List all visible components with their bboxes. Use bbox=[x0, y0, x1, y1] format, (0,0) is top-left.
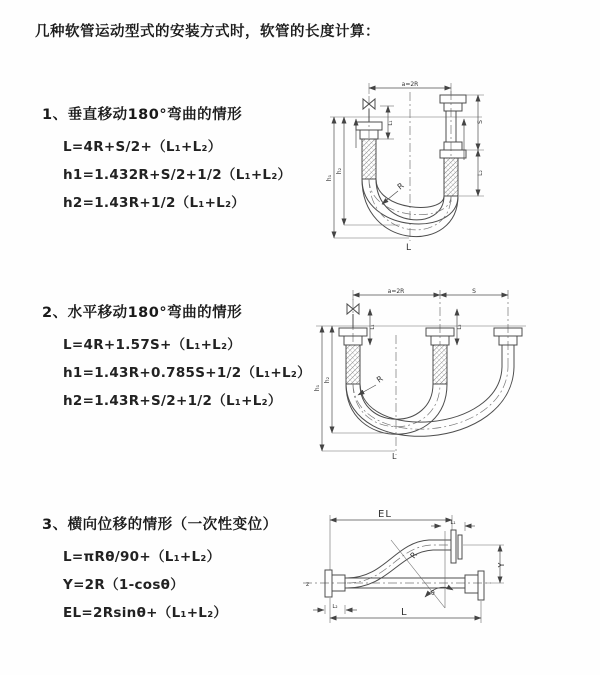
section-2 bbox=[42, 301, 311, 415]
angle-label-theta: θ bbox=[431, 590, 435, 597]
section-1-heading: 1、垂直移动180°弯曲的情形 bbox=[42, 107, 243, 123]
dim-label-y: Y bbox=[497, 562, 506, 568]
dim-label-l1: L₁ bbox=[388, 120, 394, 126]
dim-label-l2: L₂ bbox=[457, 324, 463, 330]
dim-label-s: S bbox=[472, 288, 476, 295]
braided-hose-left bbox=[362, 139, 376, 179]
diagram-vertical-180-bend bbox=[312, 78, 592, 257]
page-title: 几种软管运动型式的安装方式时，软管的长度计算： bbox=[35, 24, 380, 40]
section-1-formula-L: L=4R+S/2+（L₁+L₂） bbox=[63, 139, 222, 155]
section-3-formula-EL: EL=2Rsinθ+（L₁+L₂） bbox=[63, 605, 228, 621]
axis-label-z: z bbox=[306, 581, 310, 588]
dim-label-h1: h₁ bbox=[314, 384, 321, 392]
dim-label-l2: L₂ bbox=[332, 604, 338, 610]
section-2-heading: 2、水平移动180°弯曲的情形 bbox=[42, 305, 243, 321]
section-3 bbox=[42, 513, 278, 627]
section-3-formula-Y: Y=2R（1-cosθ） bbox=[63, 577, 185, 593]
dim-label-s: S bbox=[477, 120, 484, 124]
radius-label: R bbox=[374, 374, 385, 385]
section-2-formula-L: L=4R+1.57S+（L₁+L₂） bbox=[63, 337, 242, 353]
braided-hose-right bbox=[444, 158, 458, 196]
dim-label-h2: h₂ bbox=[336, 167, 343, 175]
dim-label-l1: L₁ bbox=[450, 520, 456, 526]
braided-hose-middle bbox=[433, 345, 447, 384]
radius-label: R bbox=[395, 181, 406, 192]
section-3-heading: 3、横向位移的情形（一次性变位） bbox=[42, 517, 278, 533]
section-1-formula-h1: h1=1.432R+S/2+1/2（L₁+L₂） bbox=[63, 167, 292, 183]
section-2-formula-h2: h2=1.43R+S/2+1/2（L₁+L₂） bbox=[63, 393, 282, 409]
section-1 bbox=[42, 103, 291, 217]
dim-label-h1: h₁ bbox=[326, 174, 333, 182]
dim-label-a2r: a=2R bbox=[387, 288, 405, 295]
length-label: L bbox=[406, 243, 412, 253]
radius-label: R bbox=[408, 550, 420, 561]
section-2-formula-h1: h1=1.43R+0.785S+1/2（L₁+L₂） bbox=[63, 365, 311, 381]
length-label: L bbox=[401, 607, 408, 618]
section-3-formula-L: L=πRθ/90+（L₁+L₂） bbox=[63, 549, 221, 565]
dim-label-l2: L₂ bbox=[477, 170, 484, 176]
diagram-horizontal-180-bend bbox=[308, 283, 593, 467]
dim-label-el: EL bbox=[378, 509, 392, 520]
length-label: L bbox=[392, 452, 397, 461]
section-1-formula-h2: h2=1.43R+1/2（L₁+L₂） bbox=[63, 195, 246, 211]
dim-label-h2: h₂ bbox=[324, 376, 331, 384]
dim-label-a2r: a=2R bbox=[401, 81, 419, 88]
braided-hose-left bbox=[346, 345, 360, 384]
dim-label-l1: L₁ bbox=[370, 324, 376, 330]
diagram-lateral-displacement bbox=[295, 502, 595, 636]
